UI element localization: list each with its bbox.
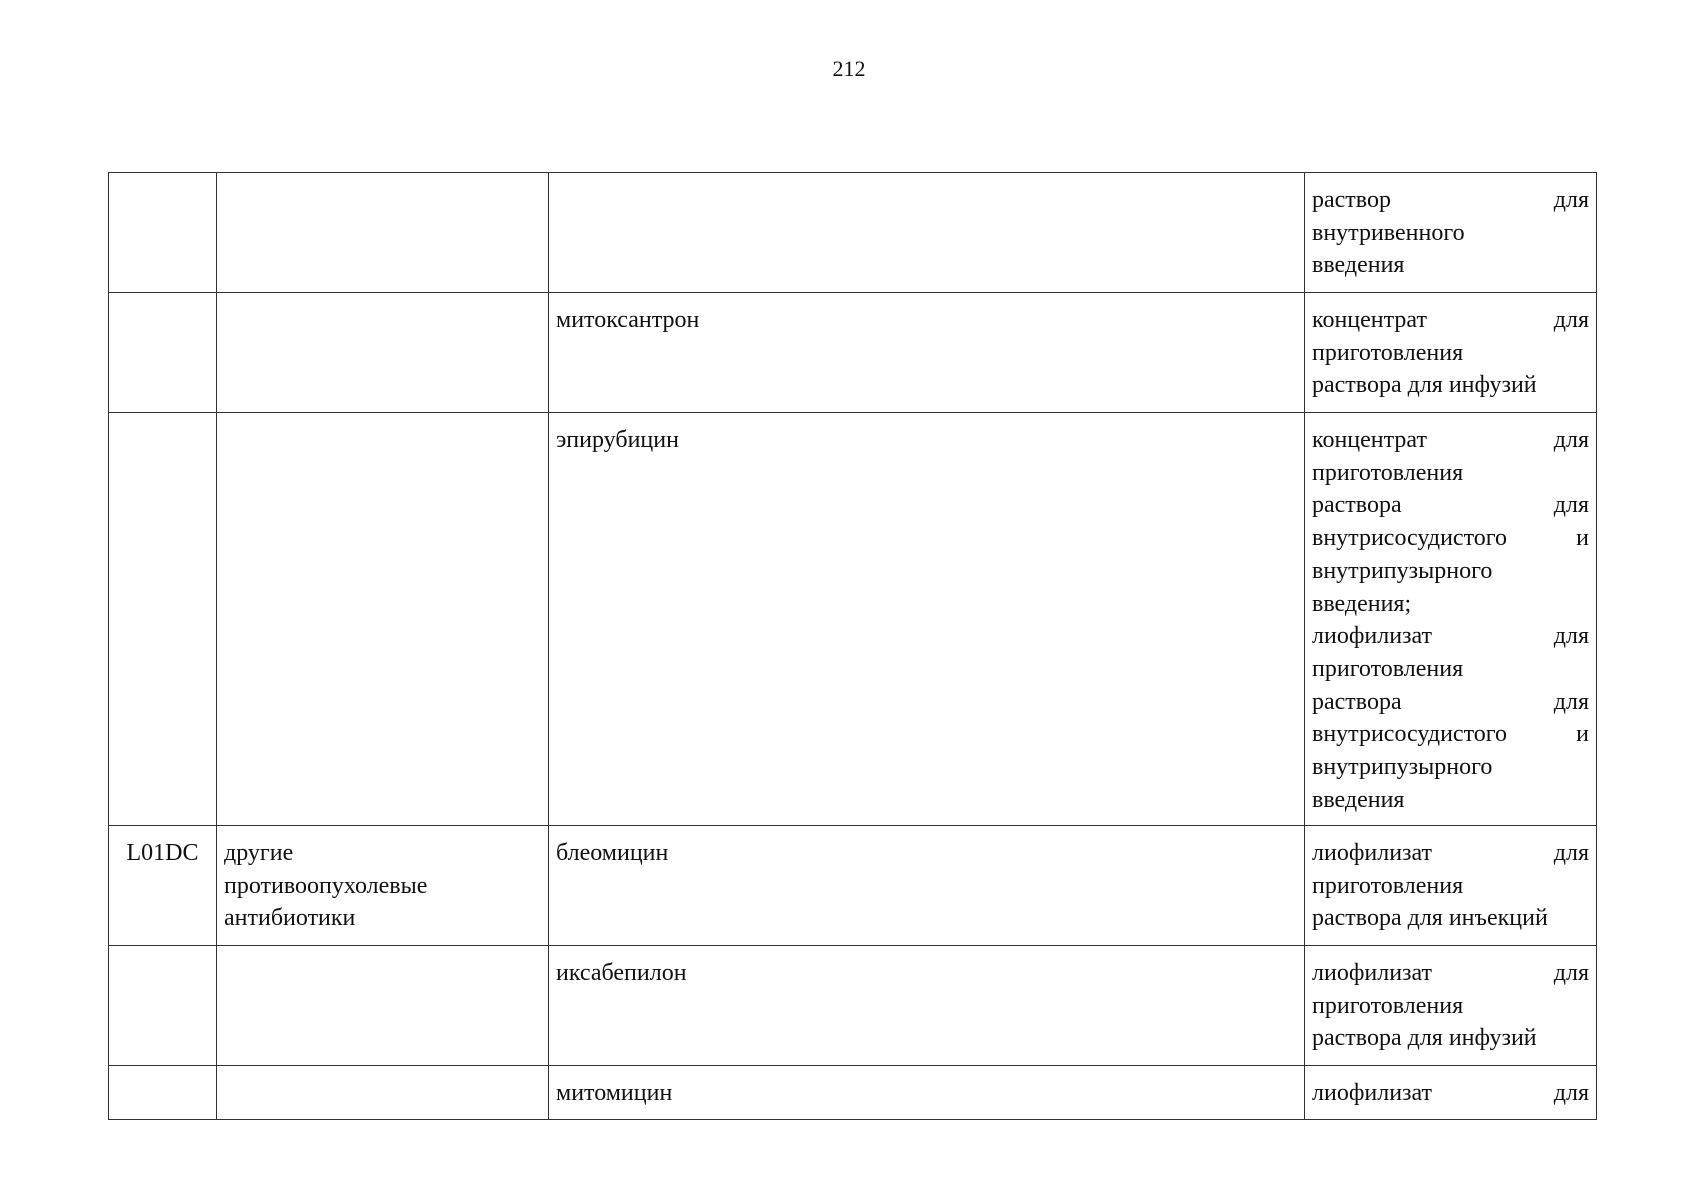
table-row [109,826,1597,946]
group-cell [217,1066,549,1120]
dosage-form-line: приготовления [1312,992,1464,1019]
table-row [109,173,1597,293]
atc-code-cell [109,293,217,413]
dosage-form-line: лиофилизат для [1312,1080,1589,1106]
dosage-form-line: лиофилизат для [1312,840,1589,866]
atc-code-cell [109,413,217,826]
dosage-form-cell [1305,293,1597,413]
group-line: антибиотики [224,905,356,932]
atc-code-cell [109,1066,217,1120]
dosage-form-line: раствора для [1312,492,1589,519]
drug-name-cell: иксабепилон [549,946,1305,1066]
drug-table [108,172,1597,1120]
dosage-form-line: раствора для инфузий [1312,372,1537,399]
drug-name-cell: блеомицин [549,826,1305,946]
dosage-form-line: внутрисосудистого и [1312,525,1589,552]
drug-name-cell: митоксантрон [549,293,1305,413]
dosage-form-cell [1305,173,1597,293]
drug-name-cell: митомицин [549,1066,1305,1120]
dosage-form-line: приготовления [1312,459,1464,486]
dosage-form-line: концентрат для [1312,427,1589,453]
table-row [109,1066,1597,1120]
dosage-form-line: раствора для инфузий [1312,1025,1537,1052]
dosage-form-line: раствора для инъекций [1312,905,1548,932]
atc-code-cell [109,946,217,1066]
dosage-form-cell [1305,1066,1597,1120]
group-cell [217,173,549,293]
dosage-form-line: раствор для [1312,187,1589,213]
dosage-form-cell [1305,826,1597,946]
dosage-form-line: введения; [1312,590,1412,617]
table-row [109,413,1597,826]
group-line: другие [224,840,294,866]
page-number: 212 [832,56,866,81]
atc-code-cell [109,173,217,293]
table-row [109,293,1597,413]
group-line: противоопухолевые [224,872,428,899]
group-cell [217,946,549,1066]
dosage-form-line: внутрипузырного [1312,754,1493,781]
dosage-form-line: введения [1312,252,1405,279]
drug-name-cell: эпирубицин [549,413,1305,826]
drug-name-cell [549,173,1305,293]
dosage-form-cell [1305,946,1597,1066]
group-cell [217,826,549,946]
dosage-form-line: внутрисосудистого и [1312,721,1589,748]
table-row [109,946,1597,1066]
group-cell [217,413,549,826]
dosage-form-line: лиофилизат для [1312,960,1589,986]
dosage-form-line: внутрипузырного [1312,557,1493,584]
dosage-form-line: лиофилизат для [1312,623,1589,650]
atc-code-cell: L01DC [109,826,217,946]
dosage-form-line: концентрат для [1312,307,1589,333]
dosage-form-line: введения [1312,786,1405,813]
group-cell [217,293,549,413]
dosage-form-line: приготовления [1312,339,1464,366]
dosage-form-line: приготовления [1312,872,1464,899]
dosage-form-line: раствора для [1312,688,1589,715]
dosage-form-cell [1305,413,1597,826]
dosage-form-line: приготовления [1312,655,1464,682]
dosage-form-line: внутривенного [1312,219,1465,246]
